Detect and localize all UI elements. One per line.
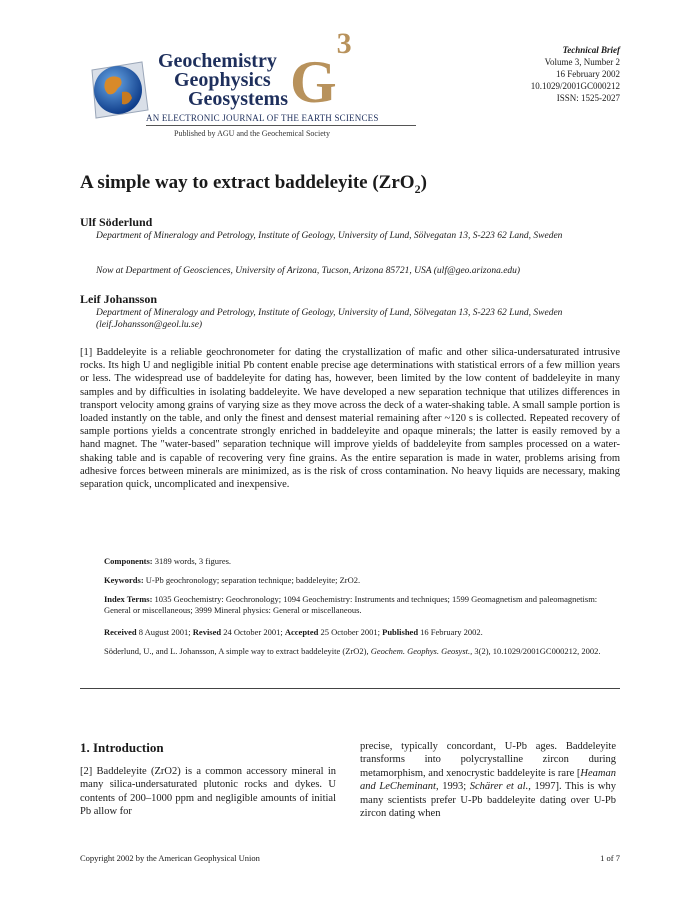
- section-divider: [80, 688, 620, 689]
- intro-right-column: [360, 740, 616, 820]
- journal-line-geochemistry: Geochemistry: [158, 50, 277, 72]
- g3-letter: G: [290, 49, 337, 115]
- article-meta: [531, 44, 620, 104]
- revised-label: Revised: [192, 627, 222, 637]
- citation-text: Söderlund, U., and L. Johansson, A simple way to extract baddeleyite (ZrO2),: [104, 646, 369, 656]
- author-affiliation: Department of Mineralogy and Petrology, Institute of Geology, University of Lund, Sölvegatan 13, S-223 62 Land, Sweden: [96, 231, 563, 241]
- published-date: 16 February 2002.: [420, 627, 483, 637]
- published-label: Published: [382, 627, 419, 637]
- author-affiliation: Department of Mineralogy and Petrology, Institute of Geology, University of Lund, Sölvegatan 13, S-223 62 Lund, Sweden (leif.Johansson@geol.lu.se): [96, 308, 563, 330]
- intro-paragraph: [2] Baddeleyite (ZrO2) is a common accessory mineral in many silica-undersaturated plutonic rocks and dykes. U contents of 200–1000 ppm and negligible amounts of initial Pb allow for: [80, 766, 336, 818]
- components-label: Components:: [104, 556, 153, 566]
- intro-text: precise, typically concordant, U-Pb ages. Baddeleyite transforms into polycrystalline zircon during metamorphism, and xenocrystic baddeleyite is rare [: [360, 741, 616, 779]
- keywords-value: U-Pb geochronology; separation technique; baddeleyite; ZrO2.: [145, 575, 361, 585]
- journal-tagline: AN ELECTRONIC JOURNAL OF THE EARTH SCIENCES: [146, 113, 379, 123]
- components-line: [104, 556, 620, 567]
- intro-text: , 1997]. This is why many scientists prefer U-Pb baddeleyite dating over U-Pb zircon dating when: [360, 781, 616, 820]
- article-type: Technical Brief: [562, 45, 620, 55]
- citation-journal: Geochem. Geophys. Geosyst.,: [370, 646, 473, 656]
- keywords-line: [104, 575, 620, 586]
- title-main: A simple way to extract baddeleyite (ZrO: [80, 172, 415, 193]
- globe-logo-icon: [84, 56, 152, 124]
- section-heading: 1. Introduction: [80, 740, 164, 755]
- keywords-label: Keywords:: [104, 575, 144, 585]
- journal-line-geosystems: Geosystems: [188, 88, 288, 110]
- publication-date: 16 February 2002: [556, 69, 620, 79]
- citation-volume: 3(2), 10.1029/2001GC000212, 2002.: [474, 646, 601, 656]
- components-value: 3189 words, 3 figures.: [154, 556, 232, 566]
- citation-line: [104, 646, 620, 657]
- abstract: [1] Baddeleyite is a reliable geochronometer for dating the crystallization of mafic and other silica-undersaturated intrusive rocks. Its high U and negligible initial Pb content enable precise age determinations with statistical errors of a few million years or less. The widespread use of baddeleyite for dating has, however, been limited by the low content of baddeleyite in many samples and by difficulties in isolating baddeleyite. We have developed a new separation technique that utilizes differences in transport velocity among grains of varying size as they move across the deck of a water-shaking table. A small sample portion is loaded instantly on the table, and only the finest and densest material remaining after ~120 s is collected. Repeated recovery of sample portions yields a concentrate strongly enriched in baddeleyite and opaque minerals; the latter is easily removed by a hand magnet. The "water-based" separation technique will improve yields of baddeleyite from samples processed on a water-shaking table and is capable of recovering very fine grains. As the entire separation is made in water, problems arising from adhesive forces between minerals are minimized, as is the risk of cross contamination. No heavy liquids are necessary, making separation quick, uncomplicated and inexpensive.: [80, 347, 620, 491]
- title-subscript: 2: [414, 181, 421, 196]
- title-end: ): [420, 172, 427, 193]
- publisher-line: Published by AGU and the Geochemical Society: [174, 129, 330, 138]
- journal-line-geophysics: Geophysics: [174, 69, 271, 91]
- page-number: 1 of 7: [600, 853, 620, 863]
- citation-link[interactable]: Schärer et al.: [469, 781, 529, 793]
- copyright: Copyright 2002 by the American Geophysical Union: [80, 853, 260, 863]
- index-terms-value: 1035 Geochemistry: Geochronology; 1094 Geochemistry: Instruments and techniques; 1599 Geomagnetism and paleomagnetism: General or miscellaneous; 3999 Mineral physics: General or miscellaneous.: [104, 594, 598, 615]
- index-terms-label: Index Terms:: [104, 594, 153, 604]
- received-label: Received: [104, 627, 137, 637]
- journal-name: [158, 52, 288, 109]
- paper-title: [80, 172, 427, 197]
- citation-link[interactable]: Heaman and LeCheminant: [360, 767, 616, 793]
- index-terms-line: [104, 594, 620, 616]
- volume-number: Volume 3, Number 2: [544, 57, 620, 67]
- accepted-date: 25 October 2001;: [320, 627, 381, 637]
- dates-line: [104, 627, 620, 638]
- intro-left-column: [80, 740, 336, 819]
- intro-text: , 1993;: [435, 781, 470, 793]
- author-note: Now at Department of Geosciences, University of Arizona, Tucson, Arizona 85721, USA (ulf@geo.arizona.edu): [96, 266, 521, 276]
- header-rule: [146, 125, 416, 126]
- issn: ISSN: 1525-2027: [556, 93, 620, 103]
- author-name: Leif Johansson: [80, 292, 158, 306]
- g3-logo: [290, 27, 352, 115]
- g3-exponent: 3: [336, 27, 352, 60]
- accepted-label: Accepted: [284, 627, 319, 637]
- received-date: 8 August 2001;: [138, 627, 191, 637]
- doi: 10.1029/2001GC000212: [530, 81, 620, 91]
- revised-date: 24 October 2001;: [223, 627, 283, 637]
- author-name: Ulf Söderlund: [80, 215, 153, 229]
